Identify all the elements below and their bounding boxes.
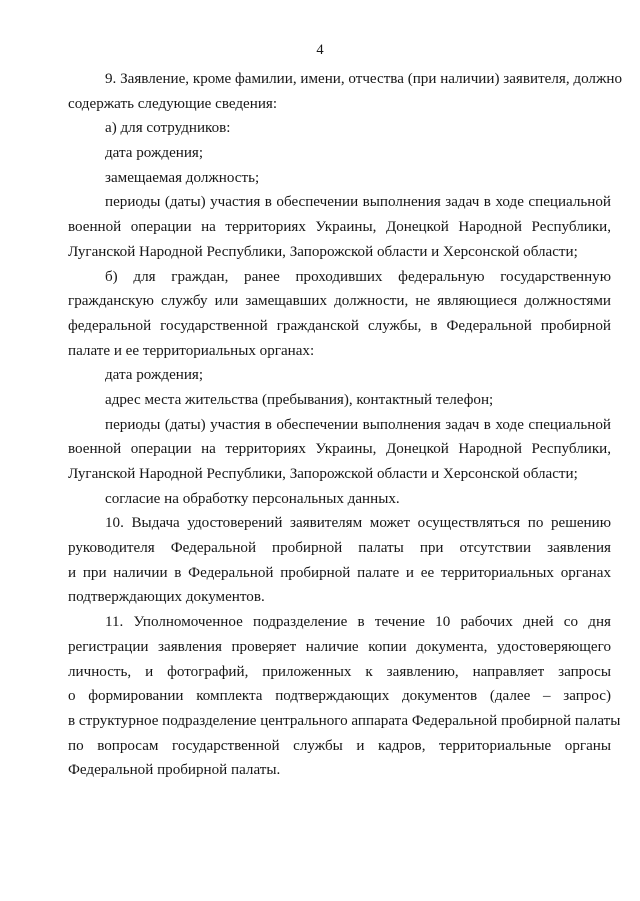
- text-line: Луганской Народной Республики, Запорожской области и Херсонской области;: [68, 466, 578, 482]
- text-line: 11. Уполномоченное подразделение в течение 10 рабочих дней со дня: [105, 614, 611, 631]
- text-line: а) для сотрудников:: [105, 120, 231, 137]
- text-line: дата рождения;: [105, 367, 204, 384]
- text-line: дата рождения;: [105, 145, 204, 162]
- text-line: военной операции на территориях Украины, Донецкой Народной Республики,: [68, 441, 611, 458]
- text-line: федеральной государственной гражданской службы, в Федеральной пробирной: [68, 317, 611, 334]
- text-line: и при наличии в Федеральной пробирной палате и ее территориальных органах: [68, 564, 611, 581]
- text-line: палате и ее территориальных органах:: [68, 342, 315, 359]
- text-line: гражданскую службу или замещавших должности, не являющиеся должностями: [68, 293, 611, 310]
- text-line: в структурное подразделение центрального аппарата Федеральной пробирной палаты: [68, 712, 621, 729]
- text-line: периоды (даты) участия в обеспечении выполнения задач в ходе специальной: [105, 194, 611, 211]
- document-body: [68, 67, 623, 783]
- text-line: замещаемая должность;: [105, 169, 260, 186]
- text-line: согласие на обработку персональных данных.: [105, 490, 400, 507]
- text-line: о формировании комплекта подтверждающих документов (далее – запрос): [68, 688, 611, 705]
- text-line: адрес места жительства (пребывания), контактный телефон;: [105, 391, 494, 408]
- page-number: 4: [316, 42, 324, 58]
- text-line: личность, и фотографий, приложенных к заявлению, направляет запросы: [68, 663, 611, 680]
- text-line: регистрации заявления проверяет наличие копии документа, удостоверяющего: [68, 638, 611, 655]
- text-line: подтверждающих документов.: [68, 589, 265, 606]
- text-line: по вопросам государственной службы и кадров, территориальные органы: [68, 737, 611, 754]
- text-line: б) для граждан, ранее проходивших федеральную государственную: [105, 268, 611, 285]
- text-line: военной операции на территориях Украины, Донецкой Народной Республики,: [68, 219, 611, 236]
- text-line: руководителя Федеральной пробирной палаты при отсутствии заявления: [68, 540, 611, 557]
- text-line: Луганской Народной Республики, Запорожской области и Херсонской области;: [68, 243, 578, 260]
- text-line: периоды (даты) участия в обеспечении выполнения задач в ходе специальной: [105, 416, 611, 433]
- text-line: 9. Заявление, кроме фамилии, имени, отчества (при наличии) заявителя, должно: [105, 71, 623, 87]
- text-line: 10. Выдача удостоверений заявителям может осуществляться по решению: [105, 515, 611, 532]
- text-line: содержать следующие сведения:: [68, 95, 278, 112]
- text-line: Федеральной пробирной палаты.: [68, 762, 281, 779]
